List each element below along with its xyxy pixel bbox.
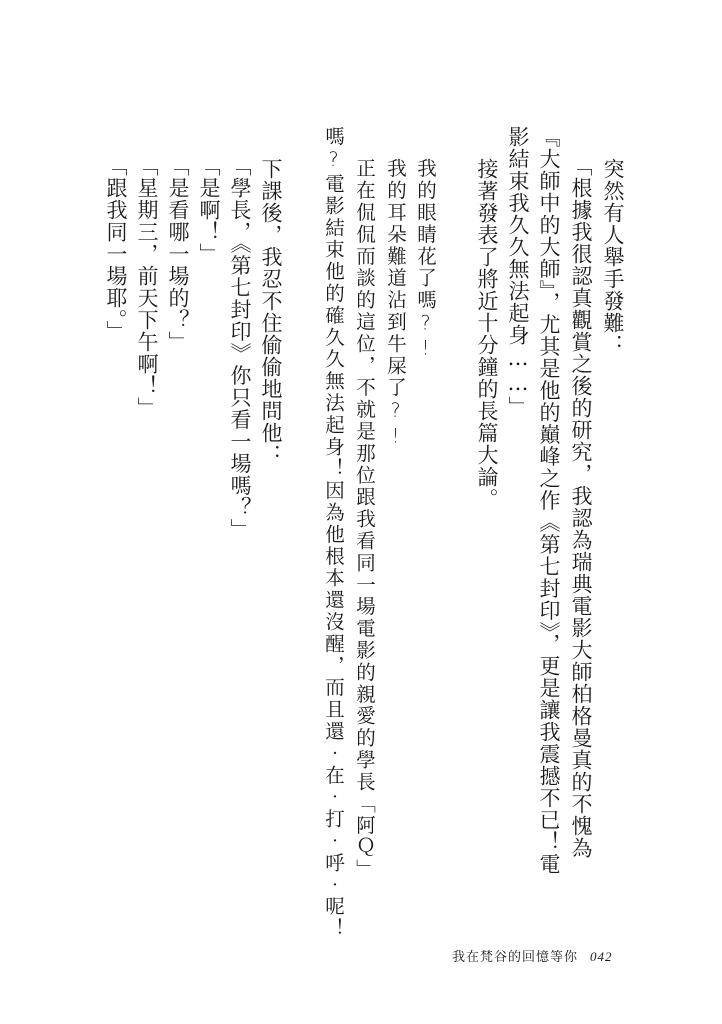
text-column-5: 接著發表了將近十分鐘的長篇大論。 [475, 158, 499, 510]
text-column-13: 「是看哪一場的？」 [166, 155, 190, 353]
text-column-15: 「跟我同一場耶。」 [104, 155, 128, 343]
text-column-14: 「星期三，前天下午啊！」 [135, 155, 159, 419]
text-column-11: 「學長，《第七封印》你只看一場嗎？」 [228, 155, 252, 541]
text-column-1: 突然有人舉手發難： [601, 158, 625, 356]
text-column-3: 『大師中的大師』，尤其是他的巔峰之作《第七封印》，更是讓我震撼不已！電 [537, 126, 561, 875]
book-title: 我在梵谷的回憶等你 [452, 950, 579, 965]
text-column-12: 「是啊！」 [197, 155, 221, 265]
text-column-4: 影結束我久久無法起身……」 [506, 126, 530, 418]
text-column-8: 正在侃侃而談的這位，不就是那位跟我看同一場電影的親愛的學長「阿Ｑ」 [353, 158, 376, 881]
text-column-2: 「根據我很認真觀賞之後的研究，我認為瑞典電影大師柏格曼真的不愧為 [569, 155, 593, 859]
text-column-9: 嗎?電影結束他的確久久無法起身！因為他根本還沒醒，而且還‧在‧打‧呼‧呢！ [322, 126, 345, 940]
text-column-10: 下課後，我忍不住偷偷地問他： [259, 158, 283, 466]
text-column-7: 我的耳朵難道沾到牛屎了?! [384, 158, 407, 450]
text-column-6: 我的眼睛花了嗎?! [414, 158, 437, 363]
page-number: 042 [590, 949, 613, 964]
page-footer [452, 946, 613, 965]
